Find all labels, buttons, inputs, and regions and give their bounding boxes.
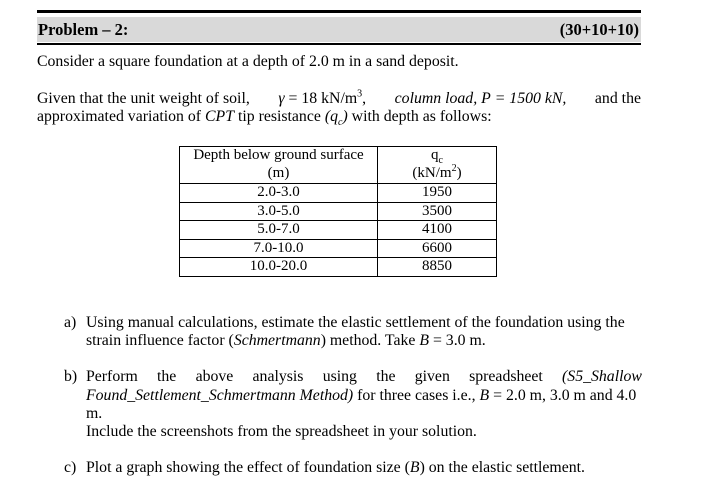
qc-header-unit: (kN/m	[412, 164, 452, 181]
gamma-symbol: γ	[278, 90, 285, 107]
questions	[64, 314, 642, 477]
word: spreadsheet	[469, 368, 543, 386]
spreadsheet-name: (S5_Shallow	[562, 368, 642, 386]
question-b-body	[86, 368, 642, 441]
schmertmann-term: Schmertmann	[233, 332, 321, 350]
table-row	[180, 202, 497, 221]
depth-cell: 3.0-5.0	[180, 202, 378, 221]
word: using	[322, 368, 357, 386]
question-c-tail: ) on the elastic settlement.	[419, 459, 585, 477]
qc-header-exp: 2	[451, 162, 457, 174]
question-c-label: c)	[64, 459, 77, 477]
question-c-text: Plot a graph showing the effect of foundation size (	[86, 459, 410, 477]
depth-cell: 5.0-7.0	[180, 221, 378, 240]
depth-header-line2: (m)	[267, 164, 290, 181]
qc-close: )	[342, 108, 348, 125]
depth-header-line1: Depth below ground surface	[193, 147, 364, 163]
given-gamma	[278, 90, 366, 108]
depth-cell: 7.0-10.0	[180, 239, 378, 258]
top-rule	[37, 10, 641, 13]
problem-header	[37, 17, 641, 42]
given-and-the: and the	[594, 90, 641, 107]
depth-cell: 2.0-3.0	[180, 184, 378, 203]
given-line-1	[37, 90, 641, 108]
qc-cell: 6600	[378, 239, 497, 258]
table-row	[180, 258, 497, 277]
qc-open: (q	[324, 108, 338, 125]
qc-header-line1	[378, 147, 496, 165]
given-line-2	[37, 108, 641, 129]
cpt-term: CPT	[205, 108, 234, 125]
question-b-label: b)	[64, 368, 78, 386]
question-b-values: = 2.0 m, 3.0 m and 4.0 m.	[86, 386, 637, 422]
question-a-body	[86, 314, 642, 350]
gamma-value: = 18 kN/m	[288, 90, 358, 107]
qc-header-close: )	[456, 164, 462, 181]
depth-cell: 10.0-20.0	[180, 258, 378, 277]
b-symbol: B	[409, 459, 420, 477]
question-a	[64, 314, 642, 350]
depth-header	[180, 147, 378, 184]
question-b-line2	[86, 387, 642, 423]
question-b-line3: Include the screenshots from the spreadsheet in your solution.	[86, 423, 477, 441]
header-rule	[37, 43, 641, 45]
b-symbol: B	[479, 386, 490, 404]
qc-cell: 1950	[378, 184, 497, 203]
word: analysis	[252, 368, 304, 386]
intro-text: Consider a square foundation at a depth of 2.0 m in a sand deposit.	[37, 53, 459, 70]
spreadsheet-name-cont: Found_Settlement_Schmertmann Method)	[86, 386, 354, 404]
problem-marks: (30+10+10)	[559, 19, 639, 39]
qc-cell: 3500	[378, 202, 497, 221]
question-b	[64, 368, 642, 441]
given-line-2-mid: tip resistance	[237, 108, 321, 125]
cpt-table	[179, 146, 497, 277]
given-line-2-lead: approximated variation of	[37, 108, 202, 125]
word: above	[195, 368, 234, 386]
qc-header	[378, 147, 497, 184]
table-row	[180, 221, 497, 240]
gamma-comma: ,	[362, 90, 367, 107]
qc-term	[324, 108, 348, 129]
question-a-take: ) method. Take	[320, 332, 416, 350]
word: given	[414, 368, 450, 386]
problem-title: Problem – 2:	[38, 19, 129, 39]
question-a-line1: Using manual calculations, estimate the elastic settlement of the foundation using the	[86, 314, 625, 331]
column-load-value: = 1500 kN,	[494, 90, 567, 107]
table-row	[180, 239, 497, 258]
gamma-exponent: 3	[357, 88, 363, 100]
question-a-label: a)	[64, 314, 77, 331]
question-a-line2	[86, 332, 642, 350]
question-a-text: strain influence factor (	[86, 332, 234, 350]
qc-subscript: c	[337, 117, 343, 129]
given-line-1-lead: Given that the unit weight of soil,	[37, 90, 250, 107]
question-b-line1	[86, 368, 642, 386]
question-c-body	[86, 459, 642, 477]
given-line-2-tail: with depth as follows:	[351, 108, 492, 125]
qc-header-line2	[378, 162, 496, 183]
word: Perform	[86, 368, 138, 386]
b-symbol: B	[419, 332, 429, 350]
table-header-row	[180, 147, 497, 184]
table-row	[180, 184, 497, 203]
given-paragraph	[37, 88, 641, 129]
qc-header-q: q	[431, 147, 439, 163]
column-load-label: column load, P	[394, 90, 491, 107]
word: the	[376, 368, 396, 386]
given-load	[395, 90, 567, 108]
question-b-text: for three cases i.e.,	[357, 386, 476, 404]
qc-cell: 8850	[378, 258, 497, 277]
word: the	[157, 368, 177, 386]
question-c	[64, 459, 642, 477]
question-a-value: = 3.0 m.	[432, 332, 486, 350]
qc-cell: 4100	[378, 221, 497, 240]
qc-header-sub: c	[438, 155, 443, 166]
